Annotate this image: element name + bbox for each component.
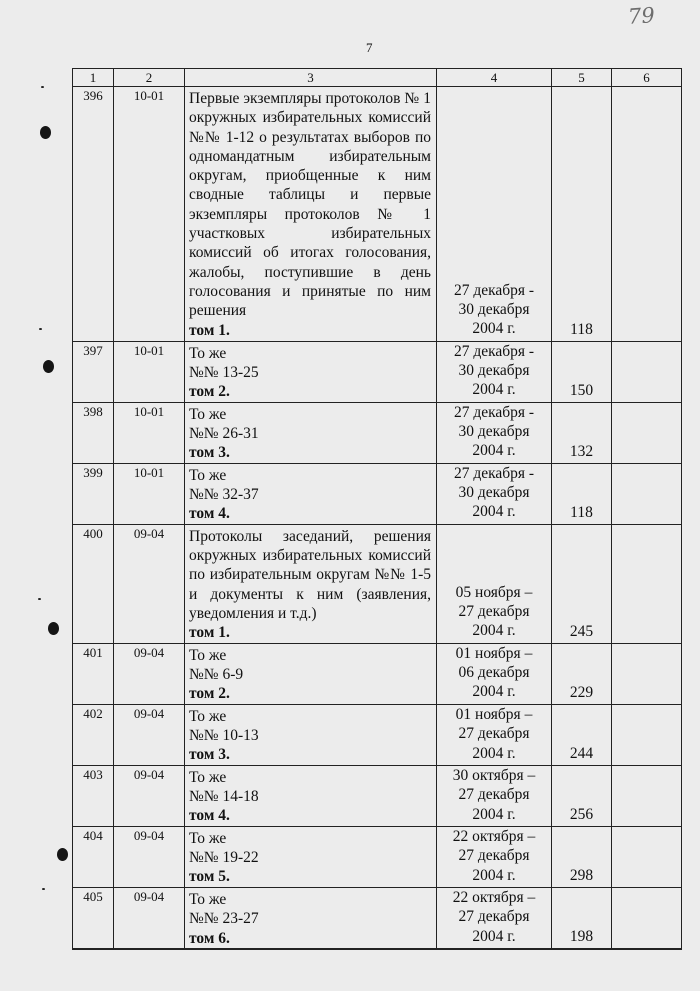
date-line: 27 декабря - bbox=[453, 342, 535, 360]
sheet-count: 244 bbox=[552, 704, 612, 765]
date-range-cell bbox=[437, 887, 552, 948]
sheet-count: 229 bbox=[552, 643, 612, 704]
date-line: 27 декабря - bbox=[453, 464, 535, 482]
volume-label: том 4. bbox=[189, 505, 230, 523]
date-range-cell bbox=[437, 341, 552, 402]
table-row bbox=[73, 887, 682, 948]
column-header: 5 bbox=[552, 69, 612, 87]
case-title: Протоколы заседаний, решения окружных избирательных комиссий по избирательным округам №№ 1-5 и документы к ним (заявления, уведомления и т.д.) bbox=[189, 527, 431, 622]
volume-label: том 3. bbox=[189, 746, 230, 764]
date-range-cell bbox=[437, 524, 552, 643]
record-number: 403 bbox=[73, 765, 114, 826]
record-number: 396 bbox=[73, 87, 114, 342]
index-code: 09-04 bbox=[114, 887, 185, 948]
sheet-count: 256 bbox=[552, 765, 612, 826]
notes-cell bbox=[612, 826, 682, 887]
date-line: 06 декабря bbox=[458, 664, 530, 682]
case-heading-cell bbox=[185, 643, 437, 704]
case-heading-cell bbox=[185, 341, 437, 402]
date-line: 2004 г. bbox=[472, 927, 516, 945]
case-heading-cell bbox=[185, 463, 437, 524]
table-row bbox=[73, 341, 682, 402]
date-line: 01 ноября – bbox=[455, 705, 533, 723]
column-header: 4 bbox=[437, 69, 552, 87]
table-row bbox=[73, 704, 682, 765]
record-number: 399 bbox=[73, 463, 114, 524]
index-code: 09-04 bbox=[114, 524, 185, 643]
scan-speck bbox=[42, 888, 45, 890]
date-line: 2004 г. bbox=[472, 866, 516, 884]
blank-row bbox=[73, 948, 682, 949]
volume-label: том 2. bbox=[189, 383, 230, 401]
binder-hole-mark bbox=[43, 360, 54, 373]
page-number: 7 bbox=[366, 40, 373, 55]
column-number-row bbox=[73, 69, 682, 87]
index-code: 09-04 bbox=[114, 704, 185, 765]
case-range: №№ 23-27 bbox=[189, 910, 259, 928]
index-code: 10-01 bbox=[114, 87, 185, 342]
notes-cell bbox=[612, 765, 682, 826]
date-line: 22 октября – bbox=[452, 828, 536, 846]
case-title: То же bbox=[189, 707, 227, 725]
case-title: То же bbox=[189, 344, 227, 362]
table-row bbox=[73, 463, 682, 524]
case-range: №№ 6-9 bbox=[189, 666, 244, 684]
table-row bbox=[73, 402, 682, 463]
table-row bbox=[73, 643, 682, 704]
date-line: 27 декабря bbox=[458, 603, 530, 621]
case-title: То же bbox=[189, 829, 227, 847]
column-header: 1 bbox=[73, 69, 114, 87]
notes-cell bbox=[612, 643, 682, 704]
notes-cell bbox=[612, 463, 682, 524]
date-range-cell bbox=[437, 826, 552, 887]
case-range: №№ 14-18 bbox=[189, 788, 259, 806]
case-title: То же bbox=[189, 768, 227, 786]
sheet-count: 245 bbox=[552, 524, 612, 643]
volume-label: том 2. bbox=[189, 685, 230, 703]
case-heading-cell bbox=[185, 402, 437, 463]
date-range-cell bbox=[437, 704, 552, 765]
date-line: 30 декабря bbox=[458, 423, 530, 441]
date-line: 2004 г. bbox=[472, 622, 516, 640]
sheet-count: 118 bbox=[552, 463, 612, 524]
date-range-cell bbox=[437, 402, 552, 463]
date-line: 30 декабря bbox=[458, 361, 530, 379]
notes-cell bbox=[612, 704, 682, 765]
case-title: Первые экземпляры протоколов № 1 окружных избирательных комиссий №№ 1-12 о результатах выборов по одномандатным избирательным округам, приобщенные к ним сводные таблицы и первые экземпляры протоколов № 1 участковых избирательных комиссий об итогах голосования, жалобы, поступившие в день голосования и принятые по ним решения bbox=[189, 90, 431, 320]
volume-label: том 1. bbox=[189, 321, 230, 339]
record-number: 401 bbox=[73, 643, 114, 704]
date-range-cell bbox=[437, 765, 552, 826]
date-line: 2004 г. bbox=[472, 805, 516, 823]
inventory-table bbox=[72, 68, 682, 950]
notes-cell bbox=[612, 87, 682, 342]
date-line: 05 ноября – bbox=[455, 583, 533, 601]
case-title: То же bbox=[189, 405, 227, 423]
index-code: 10-01 bbox=[114, 341, 185, 402]
archive-folio-number: 79 bbox=[627, 3, 656, 29]
volume-label: том 1. bbox=[189, 624, 230, 642]
sheet-count: 298 bbox=[552, 826, 612, 887]
index-code: 09-04 bbox=[114, 826, 185, 887]
case-heading-cell bbox=[185, 704, 437, 765]
date-range-cell bbox=[437, 463, 552, 524]
date-line: 27 декабря bbox=[458, 908, 530, 926]
date-line: 2004 г. bbox=[472, 744, 516, 762]
column-header: 6 bbox=[612, 69, 682, 87]
volume-label: том 5. bbox=[189, 868, 230, 886]
date-line: 27 декабря bbox=[458, 725, 530, 743]
scan-speck bbox=[41, 86, 44, 88]
case-range: №№ 32-37 bbox=[189, 485, 259, 503]
index-code: 10-01 bbox=[114, 402, 185, 463]
record-number: 400 bbox=[73, 524, 114, 643]
binder-hole-mark bbox=[57, 848, 68, 861]
case-heading-cell bbox=[185, 887, 437, 948]
case-heading-cell bbox=[185, 524, 437, 643]
column-header: 2 bbox=[114, 69, 185, 87]
record-number: 405 bbox=[73, 887, 114, 948]
volume-label: том 4. bbox=[189, 807, 230, 825]
record-number: 404 bbox=[73, 826, 114, 887]
scan-speck bbox=[39, 328, 42, 330]
scan-speck bbox=[38, 598, 41, 600]
date-range-cell bbox=[437, 643, 552, 704]
table-row bbox=[73, 87, 682, 342]
index-code: 10-01 bbox=[114, 463, 185, 524]
sheet-count: 118 bbox=[552, 87, 612, 342]
date-line: 30 декабря bbox=[458, 484, 530, 502]
binder-hole-mark bbox=[48, 622, 59, 635]
index-code: 09-04 bbox=[114, 765, 185, 826]
volume-label: том 6. bbox=[189, 929, 230, 947]
case-range: №№ 13-25 bbox=[189, 363, 259, 381]
sheet-count: 198 bbox=[552, 887, 612, 948]
date-line: 27 декабря bbox=[458, 786, 530, 804]
case-range: №№ 10-13 bbox=[189, 727, 259, 745]
case-title: То же bbox=[189, 890, 227, 908]
case-heading-cell bbox=[185, 87, 437, 342]
date-line: 27 декабря - bbox=[453, 403, 535, 421]
case-title: То же bbox=[189, 646, 227, 664]
date-line: 01 ноября – bbox=[455, 644, 533, 662]
date-line: 2004 г. bbox=[472, 442, 516, 460]
record-number: 398 bbox=[73, 402, 114, 463]
date-range-cell bbox=[437, 87, 552, 342]
table-row bbox=[73, 826, 682, 887]
date-line: 30 октября – bbox=[452, 766, 536, 784]
date-line: 2004 г. bbox=[472, 320, 516, 338]
case-heading-cell bbox=[185, 826, 437, 887]
date-line: 27 декабря bbox=[458, 847, 530, 865]
record-number: 402 bbox=[73, 704, 114, 765]
case-heading-cell bbox=[185, 765, 437, 826]
notes-cell bbox=[612, 341, 682, 402]
date-line: 30 декабря bbox=[458, 300, 530, 318]
sheet-count: 132 bbox=[552, 402, 612, 463]
notes-cell bbox=[612, 402, 682, 463]
column-header: 3 bbox=[185, 69, 437, 87]
index-code: 09-04 bbox=[114, 643, 185, 704]
sheet-count: 150 bbox=[552, 341, 612, 402]
table-row bbox=[73, 765, 682, 826]
date-line: 22 октября – bbox=[452, 889, 536, 907]
notes-cell bbox=[612, 524, 682, 643]
binder-hole-mark bbox=[40, 126, 51, 139]
date-line: 2004 г. bbox=[472, 381, 516, 399]
case-range: №№ 19-22 bbox=[189, 849, 259, 867]
record-number: 397 bbox=[73, 341, 114, 402]
date-line: 2004 г. bbox=[472, 683, 516, 701]
case-title: То же bbox=[189, 466, 227, 484]
case-range: №№ 26-31 bbox=[189, 424, 259, 442]
volume-label: том 3. bbox=[189, 444, 230, 462]
date-line: 2004 г. bbox=[472, 503, 516, 521]
notes-cell bbox=[612, 887, 682, 948]
date-line: 27 декабря - bbox=[453, 281, 535, 299]
table-row bbox=[73, 524, 682, 643]
